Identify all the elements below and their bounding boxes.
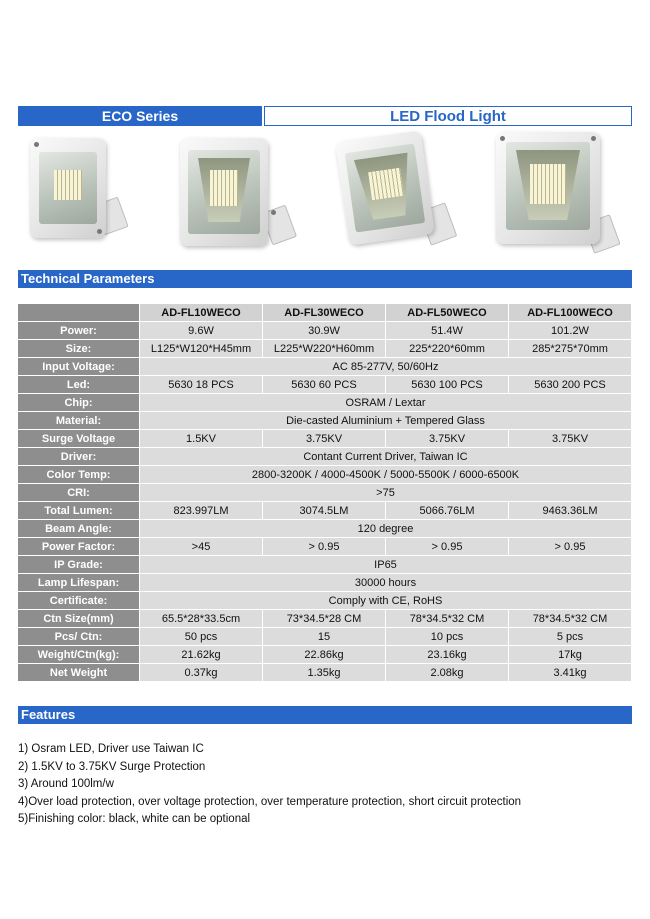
- spec-label: Material:: [18, 412, 140, 429]
- spec-label: Power:: [18, 322, 140, 339]
- table-row: [18, 430, 632, 447]
- features-heading: Features: [18, 706, 632, 724]
- spec-label: Beam Angle:: [18, 520, 140, 537]
- spec-value-common: 120 degree: [140, 520, 632, 537]
- table-row: [18, 412, 632, 429]
- spec-value-common: Comply with CE, RoHS: [140, 592, 632, 609]
- spec-label: Certificate:: [18, 592, 140, 609]
- series-title: ECO Series: [18, 106, 262, 126]
- model-header: AD-FL30WECO: [263, 304, 386, 321]
- table-row: [18, 646, 632, 663]
- spec-label: Total Lumen:: [18, 502, 140, 519]
- table-row: [18, 322, 632, 339]
- spec-value: 3.41kg: [509, 664, 632, 681]
- table-row: [18, 556, 632, 573]
- table-row: [18, 502, 632, 519]
- spec-value: 3.75KV: [509, 430, 632, 447]
- table-row: [18, 394, 632, 411]
- spec-value: 15: [263, 628, 386, 645]
- table-header-row: [18, 304, 632, 321]
- spec-value: 1.35kg: [263, 664, 386, 681]
- spec-value: 3.75KV: [263, 430, 386, 447]
- spec-value: 9463.36LM: [509, 502, 632, 519]
- spec-value: 1.5KV: [140, 430, 263, 447]
- led-panel: [210, 170, 238, 206]
- spec-value: 30.9W: [263, 322, 386, 339]
- spec-value: 17kg: [509, 646, 632, 663]
- series-header: [18, 106, 632, 126]
- spec-value-common: Contant Current Driver, Taiwan IC: [140, 448, 632, 465]
- spec-value-common: 2800-3200K / 4000-4500K / 5000-5500K / 6000-6500K: [140, 466, 632, 483]
- spec-value: 50 pcs: [140, 628, 263, 645]
- spec-value: 101.2W: [509, 322, 632, 339]
- spec-value: 225*220*60mm: [386, 340, 509, 357]
- header-blank-cell: [18, 304, 140, 321]
- spec-value: 0.37kg: [140, 664, 263, 681]
- spec-value: >45: [140, 538, 263, 555]
- spec-value: 5630 200 PCS: [509, 376, 632, 393]
- spec-value: 22.86kg: [263, 646, 386, 663]
- table-row: [18, 340, 632, 357]
- spec-value: 73*34.5*28 CM: [263, 610, 386, 627]
- spec-label: Size:: [18, 340, 140, 357]
- table-row: [18, 484, 632, 501]
- spec-value: 78*34.5*32 CM: [386, 610, 509, 627]
- technical-parameters-heading: Technical Parameters: [18, 270, 632, 288]
- spec-value: 2.08kg: [386, 664, 509, 681]
- spec-value: L225*W220*H60mm: [263, 340, 386, 357]
- spec-label: Color Temp:: [18, 466, 140, 483]
- spec-value-common: AC 85-277V, 50/60Hz: [140, 358, 632, 375]
- feature-item: 1) Osram LED, Driver use Taiwan IC: [18, 743, 204, 755]
- model-header: AD-FL100WECO: [509, 304, 632, 321]
- spec-value-common: IP65: [140, 556, 632, 573]
- spec-value: L125*W120*H45mm: [140, 340, 263, 357]
- screw: [591, 136, 596, 141]
- feature-item: 2) 1.5KV to 3.75KV Surge Protection: [18, 760, 206, 773]
- spec-label: IP Grade:: [18, 556, 140, 573]
- model-header: AD-FL10WECO: [140, 304, 263, 321]
- features-list: [18, 741, 632, 829]
- spec-label: Chip:: [18, 394, 140, 411]
- product-image-fl100: [496, 132, 626, 257]
- spec-table: [18, 303, 632, 682]
- led-panel: [530, 164, 566, 204]
- spec-value: 823.997LM: [140, 502, 263, 519]
- spec-value: 5630 18 PCS: [140, 376, 263, 393]
- spec-label: Weight/Ctn(kg):: [18, 646, 140, 663]
- table-row: [18, 358, 632, 375]
- spec-label: Input Voltage:: [18, 358, 140, 375]
- spec-value: 5 pcs: [509, 628, 632, 645]
- spec-value: 5066.76LM: [386, 502, 509, 519]
- spec-value: > 0.95: [386, 538, 509, 555]
- spec-label: Led:: [18, 376, 140, 393]
- table-row: [18, 664, 632, 681]
- spec-value: 78*34.5*32 CM: [509, 610, 632, 627]
- product-type-title: LED Flood Light: [264, 106, 632, 126]
- feature-item: 3) Around 100lm/w: [18, 778, 114, 791]
- table-row: [18, 538, 632, 555]
- spec-label: Surge Voltage: [18, 430, 140, 447]
- table-row: [18, 466, 632, 483]
- spec-label: Lamp Lifespan:: [18, 574, 140, 591]
- table-row: [18, 628, 632, 645]
- screw: [271, 210, 276, 215]
- spec-value-common: 30000 hours: [140, 574, 632, 591]
- spec-value: > 0.95: [263, 538, 386, 555]
- table-row: [18, 520, 632, 537]
- table-row: [18, 592, 632, 609]
- spec-value: 285*275*70mm: [509, 340, 632, 357]
- spec-value: 3074.5LM: [263, 502, 386, 519]
- spec-value: 10 pcs: [386, 628, 509, 645]
- spec-label: Driver:: [18, 448, 140, 465]
- spec-value-common: >75: [140, 484, 632, 501]
- spec-value-common: Die-casted Aluminium + Tempered Glass: [140, 412, 632, 429]
- screw: [500, 136, 505, 141]
- table-row: [18, 610, 632, 627]
- spec-value: 5630 100 PCS: [386, 376, 509, 393]
- spec-label: Pcs/ Ctn:: [18, 628, 140, 645]
- screw: [97, 229, 102, 234]
- table-row: [18, 376, 632, 393]
- spec-label: Net Weight: [18, 664, 140, 681]
- spec-value: 9.6W: [140, 322, 263, 339]
- spec-value: 65.5*28*33.5cm: [140, 610, 263, 627]
- led-panel: [54, 170, 82, 200]
- spec-value: 21.62kg: [140, 646, 263, 663]
- led-panel: [368, 168, 404, 200]
- spec-value: 3.75KV: [386, 430, 509, 447]
- spec-value: 5630 60 PCS: [263, 376, 386, 393]
- product-image-fl50: [336, 132, 460, 252]
- spec-label: CRI:: [18, 484, 140, 501]
- product-gallery: [18, 130, 632, 260]
- feature-item: 4)Over load protection, over voltage protection, over temperature protection, short circuit protection: [18, 795, 522, 808]
- spec-value: 51.4W: [386, 322, 509, 339]
- screw: [34, 142, 39, 147]
- spec-value: 23.16kg: [386, 646, 509, 663]
- spec-value: > 0.95: [509, 538, 632, 555]
- feature-item: 5)Finishing color: black, white can be optional: [18, 813, 251, 826]
- model-header: AD-FL50WECO: [386, 304, 509, 321]
- product-image-fl10: [30, 138, 130, 248]
- spec-value-common: OSRAM / Lextar: [140, 394, 632, 411]
- spec-label: Ctn Size(mm): [18, 610, 140, 627]
- spec-label: Power Factor:: [18, 538, 140, 555]
- table-row: [18, 574, 632, 591]
- table-row: [18, 448, 632, 465]
- product-image-fl30: [180, 138, 300, 253]
